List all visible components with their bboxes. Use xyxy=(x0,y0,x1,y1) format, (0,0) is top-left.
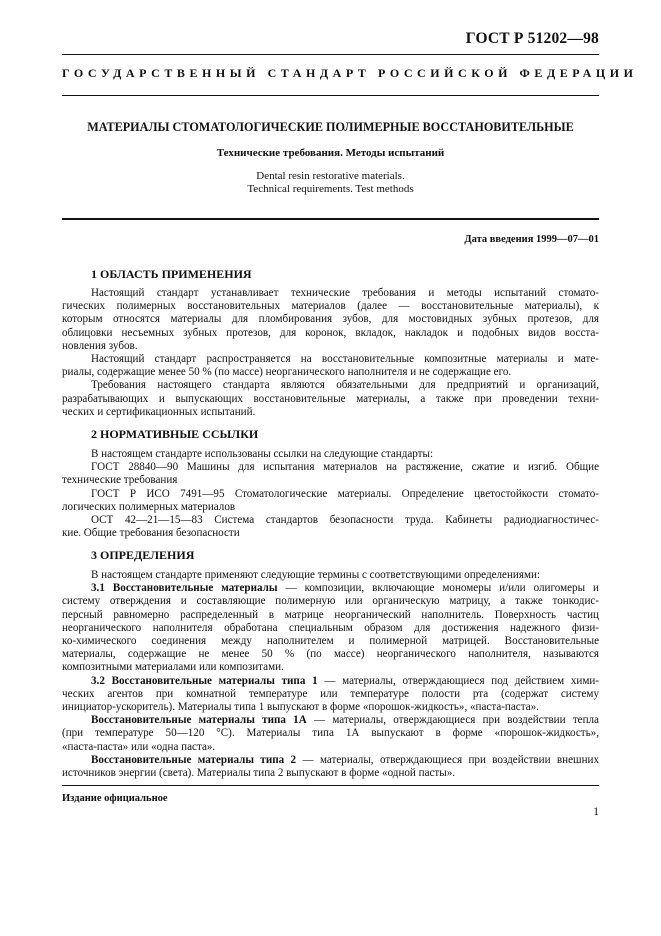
paragraph xyxy=(62,488,599,514)
text-line: источников энергии (света). Материалы типа 2 выпускают в форме «одной пасты». xyxy=(62,767,456,780)
definition-text: — композиции, включающие мономеры и/или олигомеры и xyxy=(277,582,599,595)
text-line: которым относятся материалы для пломбирования зубов, для мостовидных зубных протезов, для xyxy=(62,313,599,326)
term: Восстановительные материалы типа 2 xyxy=(91,753,297,766)
header-rule-2 xyxy=(62,95,599,96)
paragraph xyxy=(62,287,599,353)
term: 3.2 Восстановительные материалы типа 1 xyxy=(91,674,318,687)
text-line: гических полимерных восстановительных материалов (далее — восстановительные материалы), к xyxy=(62,300,599,313)
text-line: (при температуре 50—120 °С). Материалы типа 1А выпускают в форме «порошок-жидкость», xyxy=(62,727,599,740)
definition-type-1a xyxy=(62,714,599,754)
text-line: неорганического наполнителя обработана специальным образом для достижения надежного физи- xyxy=(62,621,599,634)
footer-rule xyxy=(62,785,599,786)
text-line: персный равномерно распределенный в матрице неорганический наполнитель. Поверхность частиц xyxy=(62,608,599,621)
text-line: материалы, содержащие не менее 50 % (по массе) неорганического наполнителя, называются xyxy=(62,648,599,661)
text-line: ОСТ 42—21—15—83 Система стандартов безопасности труда. Кабинеты радиодиагностичес- xyxy=(91,514,599,527)
paragraph xyxy=(62,569,599,582)
text-line: логических полимерных материалов xyxy=(62,500,236,513)
text-line: ГОСТ Р ИСО 7491—95 Стоматологические материалы. Определение цветостойкости стомато- xyxy=(91,487,599,500)
paragraph xyxy=(62,461,599,487)
introduction-date: Дата введения 1999—07—01 xyxy=(464,234,599,245)
section-3-heading: 3 ОПРЕДЕЛЕНИЯ xyxy=(91,548,195,562)
title-divider xyxy=(62,218,599,220)
text-line: «паста-паста» или «одна паста». xyxy=(62,740,216,753)
text-line: систему отверждения и составляющие полимерную или органическую матрицу, а также тонкодис- xyxy=(62,595,599,608)
text-line: новления зубов. xyxy=(62,339,138,352)
text-line: ГОСТ 28840—90 Машины для испытания материалов на растяжение, сжатие и изгиб. Общие xyxy=(91,461,599,474)
term: 3.1 Восстановительные материалы xyxy=(91,582,278,595)
english-title-line-1: Dental resin restorative materials. xyxy=(256,170,405,182)
text-line: Требования настоящего стандарта являются обязательными для предприятий и организаций, xyxy=(91,379,599,392)
text-line: ческих агентов при комнатной температуре или температуре полости рта (содержат систему xyxy=(62,687,599,700)
text-line: Настоящий стандарт распространяется на восстановительные композитные материалы и мате- xyxy=(91,353,599,366)
text-line: инициатор-ускоритель). Материалы типа 1 выпускают в форме «порошок-жидкость», «паста-паста». xyxy=(62,701,539,714)
definition-type-2 xyxy=(62,754,599,780)
definition-3-1 xyxy=(62,582,599,674)
text-line: В настоящем стандарте применяют следующие термины с соответствующими определениями: xyxy=(91,569,540,581)
section-3-body xyxy=(62,569,599,780)
text-line xyxy=(62,714,599,727)
official-edition-label: Издание официальное xyxy=(62,793,168,804)
text-line: технические требования xyxy=(62,474,178,487)
paragraph xyxy=(62,448,599,461)
section-2-heading: 2 НОРМАТИВНЫЕ ССЫЛКИ xyxy=(91,427,259,441)
header-rule xyxy=(62,54,599,55)
text-line: разрабатывающих и выпускающих восстановительные материалы, а также при проведении техни- xyxy=(62,392,599,405)
section-1-body xyxy=(62,287,599,419)
text-line: риалы, содержащие менее 50 % (по массе) неорганического наполнителя и не содержащие его. xyxy=(62,366,512,379)
section-2-body xyxy=(62,448,599,540)
paragraph xyxy=(62,514,599,540)
definition-text: — материалы, отверждающиеся под действием хими- xyxy=(317,674,600,687)
text-line: композитными материалами или композитами. xyxy=(62,661,284,674)
definition-text: — материалы, отверждающиеся при воздействии внешних xyxy=(296,753,599,766)
term: Восстановительные материалы типа 1А xyxy=(91,714,307,727)
section-1-heading: 1 ОБЛАСТЬ ПРИМЕНЕНИЯ xyxy=(91,267,252,281)
text-line: кие. Общие требования безопасности xyxy=(62,527,240,540)
paragraph xyxy=(62,353,599,379)
document-title: МАТЕРИАЛЫ СТОМАТОЛОГИЧЕСКИЕ ПОЛИМЕРНЫЕ ВОССТАНОВИТЕЛЬНЫЕ xyxy=(87,120,574,134)
text-line xyxy=(62,675,599,688)
text-line: облицовки несъемных зубных протезов, для коронок, вкладок, накладок и подобных видов восста- xyxy=(62,326,599,339)
state-standard-heading: ГОСУДАРСТВЕННЫЙ СТАНДАРТ РОССИЙСКОЙ ФЕДЕРАЦИИ xyxy=(62,66,638,80)
text-line: Настоящий стандарт устанавливает технические требования и методы испытаний стомато- xyxy=(91,287,599,299)
text-line xyxy=(62,754,599,767)
gost-number: ГОСТ Р 51202—98 xyxy=(465,30,599,47)
text-line: В настоящем стандарте использованы ссылки на следующие стандарты: xyxy=(91,448,434,460)
page-number: 1 xyxy=(593,806,599,818)
paragraph xyxy=(62,379,599,419)
document-subtitle: Технические требования. Методы испытаний xyxy=(216,147,445,159)
definition-text: — материалы, отверждающиеся при воздействии тепла xyxy=(306,714,599,727)
text-line: ко-химического соединения между наполнителем и полимерной матрицей. Восстановительные xyxy=(62,635,599,648)
text-line: ческих и сертификационных испытаний. xyxy=(62,405,256,418)
text-line xyxy=(62,582,599,595)
english-title-line-2: Technical requirements. Test methods xyxy=(247,183,414,195)
definition-3-2 xyxy=(62,675,599,715)
